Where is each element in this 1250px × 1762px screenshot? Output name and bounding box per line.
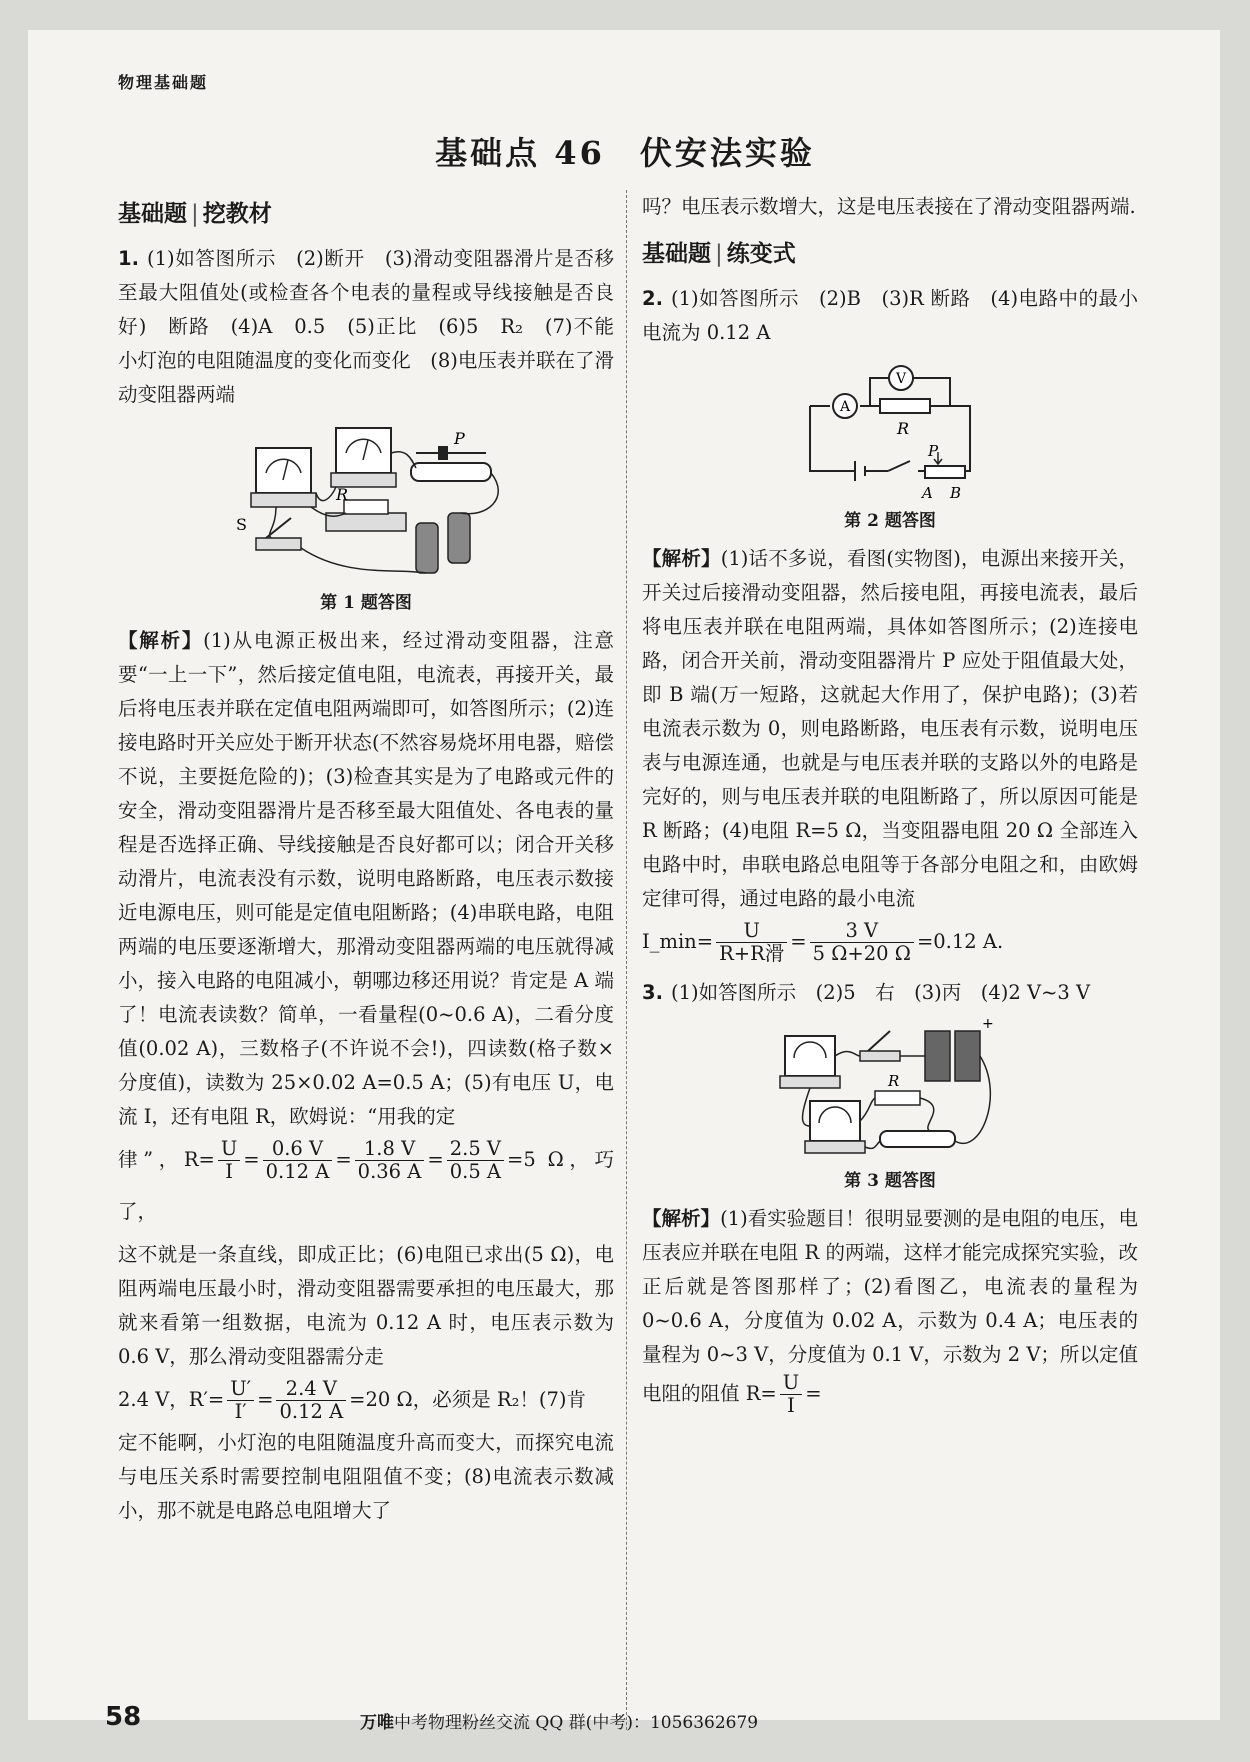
voltmeter-label: V bbox=[895, 371, 907, 387]
answer-text: (1)如答图所示 (2)断开 (3)滑动变阻器滑片是否移至最大阻值处(或检查各个电表的量程或导线接触是否良好) 断路 (4)A 0.5 (5)正比 (6)5 R₂ (7)不能 小灯泡的电阻随温度的变化而变化 (8)电压表并联在了滑动变阻器两端 bbox=[118, 247, 634, 406]
label-s: S bbox=[236, 515, 247, 534]
formula-suffix: =5 Ω，巧了， bbox=[118, 1148, 614, 1223]
q3-circuit-drawing bbox=[770, 1016, 1010, 1166]
fraction: $\frac{2.4 V}{0.12 A}$ bbox=[276, 1378, 346, 1423]
formula-prefix: 律”，R= bbox=[118, 1148, 215, 1171]
voltmeter-meter bbox=[336, 428, 391, 473]
formula-prefix: R= bbox=[745, 1382, 777, 1405]
q1-analysis-continued: 这不就是一条直线，即成正比；(6)电阻已求出(5 Ω)，电阻两端电压最小时，滑动变阻器需要承担的电压最大，那就来看第一组数据，电流为 0.12 A 时，电压表示数为 0.6 V，那么滑动变阻器需分走 bbox=[118, 1243, 614, 1368]
fraction: $\frac{U}{I}$ bbox=[780, 1372, 802, 1417]
battery-2 bbox=[448, 513, 470, 563]
right-column bbox=[642, 190, 1138, 1417]
question-number: 2. bbox=[642, 287, 663, 310]
section-sub: 挖教材 bbox=[202, 201, 272, 227]
q1-answer bbox=[118, 242, 634, 412]
slider-label: P bbox=[928, 442, 939, 460]
end-b-label: B bbox=[950, 484, 962, 502]
q2-analysis bbox=[642, 542, 1138, 916]
q2-figure bbox=[642, 356, 1138, 534]
footer-brand: 万唯 bbox=[360, 1713, 394, 1733]
q3-answer bbox=[642, 976, 1138, 1010]
fraction: $\frac{U}{\text{R+R滑}}$ bbox=[716, 920, 787, 965]
fraction: $\frac{3 V}{5 \Omega+20 \Omega}$ bbox=[810, 920, 914, 965]
section-heading-textbook bbox=[118, 196, 614, 232]
formula-suffix: =20 Ω，必须是 R₂！(7)肯 bbox=[349, 1388, 587, 1411]
q1-figure bbox=[118, 418, 614, 616]
battery-1 bbox=[416, 523, 438, 573]
fraction: $\frac{U}{I}$ bbox=[218, 1138, 240, 1183]
rheostat-symbol bbox=[925, 466, 965, 478]
end-a-label: A bbox=[922, 484, 933, 502]
section-name: 基础题 bbox=[642, 241, 711, 267]
left-column bbox=[118, 190, 634, 1528]
rheostat bbox=[880, 1131, 955, 1147]
section-sub: 练变式 bbox=[726, 241, 796, 267]
analysis-label: 【解析】 bbox=[642, 547, 721, 570]
switch bbox=[256, 538, 301, 550]
q1-analysis-end: 定不能啊，小灯泡的电阻随温度升高而变大，而探究电流与电压关系时需要控制电阻阻值不变；(8)电流表示数减小，那不就是电路总电阻增大了 bbox=[118, 1431, 614, 1522]
fraction: $\frac{2.5 V}{0.5 A}$ bbox=[447, 1138, 504, 1183]
footer-text: 中考物理粉丝交流 QQ 群(中考)：1056362679 bbox=[394, 1713, 759, 1733]
q1-analysis bbox=[118, 624, 614, 1134]
resistor-label: R bbox=[897, 419, 910, 438]
section-name: 基础题 bbox=[118, 201, 187, 227]
resistor-symbol bbox=[880, 399, 930, 413]
right-top-continuation: 吗？电压表示数增大，这是电压表接在了滑动变阻器两端. bbox=[642, 195, 1136, 218]
q2-formula: I_min= $\frac{U}{\text{R+R滑}}$ = $\frac{3 V}{5 \Omega+20 \Omega}$ =0.12 A. bbox=[642, 919, 1004, 965]
battery-2 bbox=[955, 1031, 980, 1081]
q3-figure bbox=[642, 1016, 1138, 1194]
q1-formula-resistance: 律”，R= $\frac{U}{I}$ = $\frac{0.6 V}{0.12 A}$ = $\frac{1.8 V}{0.36 A}$ = $\frac{2.5 V}{0.5 A}$ =5 Ω，巧了， bbox=[118, 1137, 614, 1223]
q2-circuit-diagram bbox=[770, 356, 1010, 506]
resistor-label: R bbox=[888, 1072, 900, 1090]
question-number: 3. bbox=[642, 981, 663, 1004]
section-separator: | bbox=[191, 201, 199, 227]
q2-answer bbox=[642, 282, 1138, 350]
ammeter-meter bbox=[256, 448, 311, 493]
formula-suffix: =0.12 A. bbox=[916, 930, 1004, 953]
q3-analysis bbox=[642, 1202, 1138, 1417]
q3-caption: 第 3 题答图 bbox=[844, 1171, 936, 1191]
q1-circuit-drawing bbox=[216, 418, 516, 588]
q2-caption: 第 2 题答图 bbox=[844, 511, 936, 531]
plus-label: + bbox=[982, 1016, 994, 1032]
analysis-text: (1)从电源正极出来，经过滑动变阻器，注意要“一上一下”，然后接定值电阻，电流表，再接开关，最后将电压表并联在定值电阻两端即可，如答图所示；(2)连接电路时开关应处于断开状态(不然容易烧坏用电器，赔偿不说，主要挺危险的)；(3)检查其实是为了电路或元件的安全，滑动变阻器滑片是否移至最大阻值处、各电表的量程是否选择正确、导线接触是否良好都可以；闭合开关移动滑片，电流表没有示数，说明电路断路，电压表示数接近电源电压，则可能是定值电阻断路；(4)串联电路，电阻两端的电压要逐渐增大，那滑动变阻器两端的电压就得减小，接入电路的电阻减小，朝哪边移还用说？肯定是 A 端了！电流表读数？简单，一看量程(0~0.6 A)，二看分度值(0.02 A)，三数格子(不许说不会!)，四读数(格子数×分度值)，读数为 25×0.02 A=0.5 A；(5)有电压 U，电流 I，还有电阻 R，欧姆说：“用我的定 bbox=[118, 629, 614, 1128]
label-p: P bbox=[454, 429, 465, 448]
battery-1 bbox=[925, 1031, 950, 1081]
page-title: 基础点 46 伏安法实验 bbox=[435, 134, 815, 172]
header-tag: 物理基础题 bbox=[118, 73, 209, 92]
rheostat bbox=[411, 463, 491, 481]
formula-prefix: 2.4 V，R′= bbox=[118, 1388, 225, 1411]
resistor bbox=[875, 1091, 920, 1105]
formula-prefix: I_min= bbox=[642, 930, 714, 953]
footer bbox=[360, 1708, 758, 1733]
question-number: 1. bbox=[118, 247, 139, 270]
q1-caption: 第 1 题答图 bbox=[320, 593, 412, 613]
switch bbox=[860, 1051, 900, 1061]
analysis-label: 【解析】 bbox=[118, 629, 204, 652]
section-heading-variation bbox=[642, 236, 1138, 272]
column-divider bbox=[626, 190, 628, 1730]
answer-text: (1)如答图所示 (2)B (3)R 断路 (4)电路中的最小电流为 0.12 A bbox=[642, 287, 1138, 344]
analysis-label: 【解析】 bbox=[642, 1207, 721, 1230]
analysis-text: (1)话不多说，看图(实物图)，电源出来接开关，开关过后接滑动变阻器，然后接电阻，再接电流表，最后将电压表并联在电阻两端，具体如答图所示；(2)连接电路，闭合开关前，滑动变阻器滑片 P 应处于阻值最大处，即 B 端(万一短路，这就起大作用了，保护电路)；(3)若电流表示数为 0，则电路断路，电压表有示数，说明电压表与电源连通，也就是与电压表并联的支路以外的电路是完好的，则与电压表并联的电阻断路了，所以原因可能是 R 断路；(4)电阻 R=5 Ω，当变阻器电阻 20 Ω 全部连入电路中时，串联电路总电阻等于各部分电阻之和，由欧姆定律可得，通过电路的最小电流 bbox=[642, 547, 1138, 910]
fraction: $\frac{U'}{I'}$ bbox=[227, 1378, 254, 1423]
analysis-text: (1)看实验题目！很明显要测的是电阻的电压，电压表应并联在电阻 R 的两端，这样才能完成探究实验，改正后就是答图那样了；(2)看图乙，电流表的量程为 0~0.6 A，分度值为 0.02 A，示数为 0.4 A；电压表的量程为 0~3 V，分度值为 0.1 V，示数为 2 V；所以定值电阻的阻值 bbox=[642, 1207, 1138, 1405]
answer-text: (1)如答图所示 (2)5 右 (3)丙 (4)2 V~3 V bbox=[670, 981, 1091, 1004]
formula-suffix: = bbox=[805, 1382, 822, 1405]
ammeter-label: A bbox=[839, 399, 851, 415]
fraction: $\frac{0.6 V}{0.12 A}$ bbox=[263, 1138, 333, 1183]
q1-formula-rheostat: 2.4 V，R′= $\frac{U'}{I'}$ = $\frac{2.4 V}{0.12 A}$ =20 Ω，必须是 R₂！(7)肯 bbox=[118, 1377, 587, 1423]
page-number: 58 bbox=[105, 1702, 142, 1732]
label-r: R bbox=[336, 485, 349, 504]
section-separator: | bbox=[715, 241, 723, 267]
fraction: $\frac{1.8 V}{0.36 A}$ bbox=[355, 1138, 425, 1183]
